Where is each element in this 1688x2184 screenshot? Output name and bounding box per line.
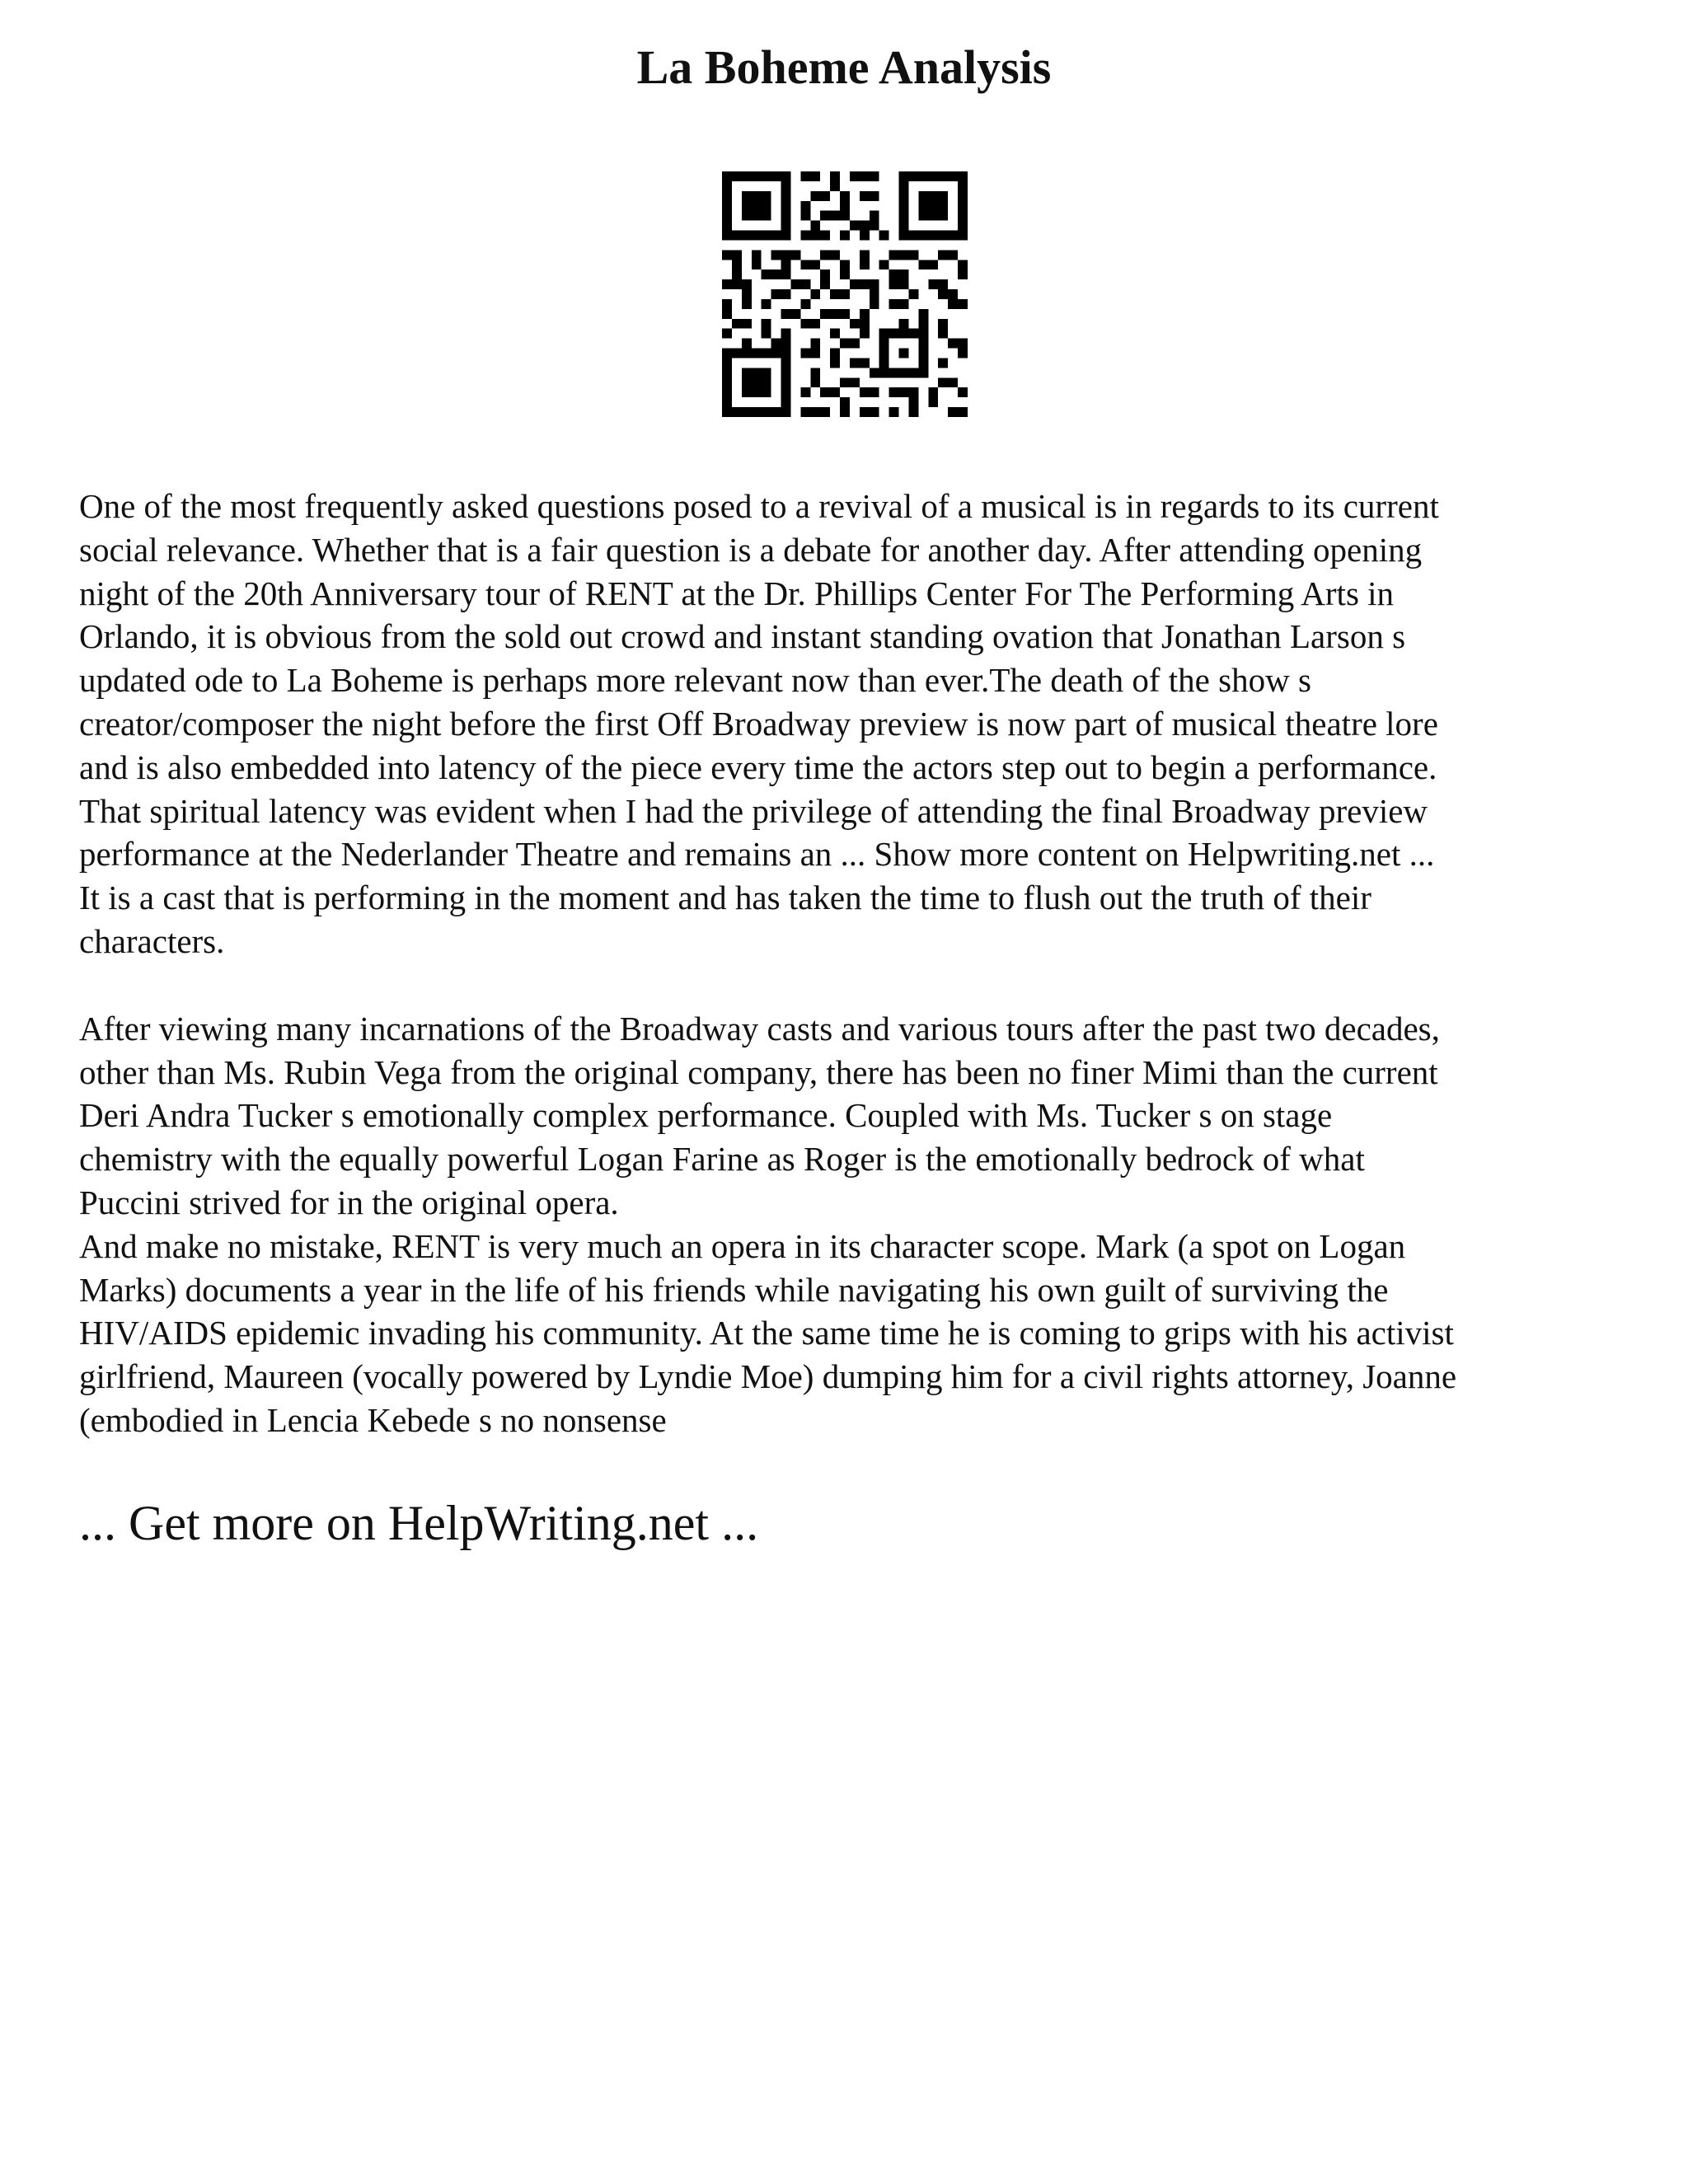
paragraph: After viewing many incarnations of the Broadway casts and various tours after the past two decades, other than Ms. Rubin Vega from the original company, there has been no finer Mimi than the current Deri Andra Tucker s emotionally complex performance. Coupled with Ms. Tucker s on stage chemistry with the equally powerful Logan Farine as Roger is the emotionally bedrock of what Puccini strived for in the original opera. And make no mistake, RENT is very much an opera in its character scope. Mark (a spot on Logan Marks) documents a year in the life of his friends while navigating his own guilt of surviving the HIV/AIDS epidemic invading his community. At the same time he is coming to grips with his activist girlfriend, Maureen (vocally powered by Lyndie Moe) dumping him for a civil rights attorney, Joanne (embodied in Lencia Kebede s no nonsense xyxy=(79,1009,1457,1439)
document-title: La Boheme Analysis xyxy=(636,40,1052,94)
paragraph-gap xyxy=(79,963,1629,1007)
paragraph: One of the most frequently asked questions posed to a revival of a musical is in regards to its current social relevance. Whether that is a fair question is a debate for another day. After attending opening night of the 20th Anniversary tour of RENT at the Dr. Phillips Center For The Performing Arts in Orlando, it is obvious from the sold out crowd and instant standing ovation that Jonathan Larson s updated ode to La Boheme is perhaps more relevant now than ever.The death of the show s creator/composer the night before the first Off Broadway preview is now part of musical theatre lore and is also embedded into latency of the piece every time the actors step out to begin a performance. That spiritual latency was evident when I had the privilege of attending the final Broadway preview performance at the Nederlander Theatre and remains an ... Show more content on Helpwriting.net ... It is a cast that is performing in the moment and has taken the time to flush out the truth of their characters. xyxy=(79,487,1439,960)
qr-code-icon xyxy=(722,171,968,417)
article-body xyxy=(79,485,1629,1442)
get-more-link[interactable]: ... Get more on HelpWriting.net ... xyxy=(79,1496,759,1550)
